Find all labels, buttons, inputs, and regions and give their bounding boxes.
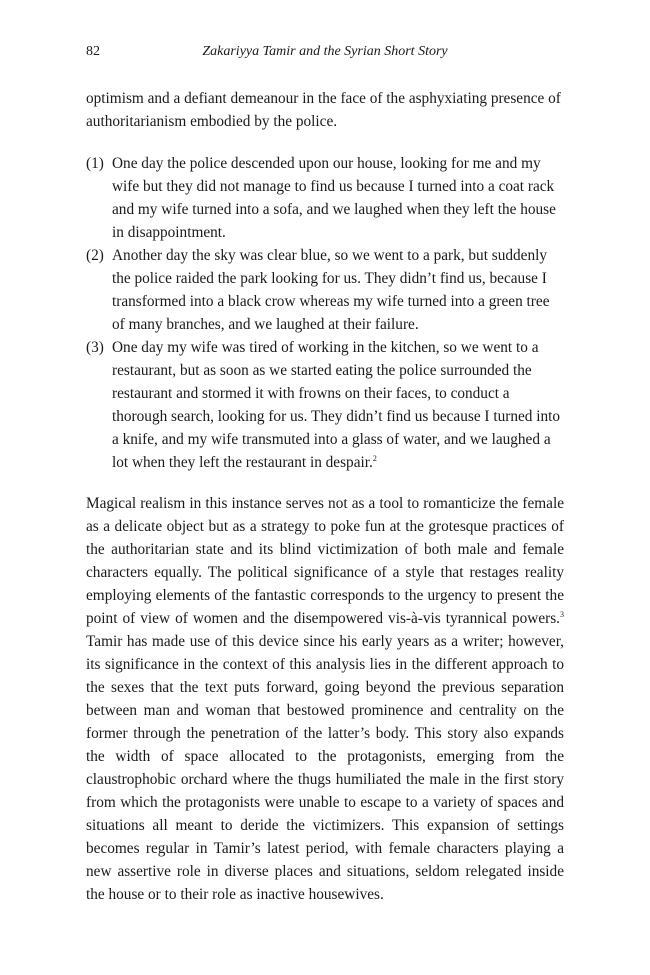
list-item <box>86 244 564 336</box>
list-item-number: (3) <box>86 339 104 356</box>
main-paragraph-part2: Tamir has made use of this device since his early years as a writer; however, its significance in the context of this analysis lies in the different approach to the sexes that the text puts forward, going beyond the previous separation between man and woman that bestowed prominence and centrality on the former through the penetration of the latter’s body. This story also expands the width of space allocated to the protagonists, emerging from the claustrophobic orchard where the thugs humiliated the male in the first story from which the protagonists were unable to escape to a variety of spaces and situations all meant to deride the victimizers. This expansion of settings becomes regular in Tamir’s latest period, with female characters playing a new assertive role in diverse places and situations, seldom relegated inside the house or to their role as inactive housewives. <box>86 633 564 903</box>
intro-paragraph-text: optimism and a defiant demeanour in the face of the asphyxiating presence of authoritarianism embodied by the police. <box>86 90 561 130</box>
list-item-text: One day the police descended upon our house, looking for me and my wife but they did not manage to find us because I turned into a coat rack and my wife turned into a sofa, and we laughed when they left the house in disappointment. <box>112 155 556 241</box>
list-item-text: Another day the sky was clear blue, so we went to a park, but suddenly the police raided the park looking for us. They didn’t find us, because I transformed into a black crow whereas my wife turned into a green tree of many branches, and we laughed at their failure. <box>112 247 550 333</box>
footnote-marker: 2 <box>372 454 377 463</box>
list-item-number: (1) <box>86 155 104 172</box>
numbered-list <box>86 152 564 474</box>
running-title: Zakariyya Tamir and the Syrian Short Story <box>202 44 448 59</box>
intro-paragraph <box>86 87 564 133</box>
list-item-number: (2) <box>86 247 104 264</box>
page-number: 82 <box>86 44 100 59</box>
list-item <box>86 336 564 474</box>
list-item <box>86 152 564 244</box>
page-header <box>86 44 564 64</box>
footnote-marker: 3 <box>560 610 564 619</box>
main-paragraph-part1: Magical realism in this instance serves not as a tool to romanticize the female as a delicate object but as a strategy to poke fun at the grotesque practices of the authoritarian state and its blind victimization of both male and female characters equally. The political significance of a style that restages reality employing elements of the fantastic corresponds to the urgency to present the point of view of women and the disempowered vis-à-vis tyrannical powers. <box>86 495 564 627</box>
main-paragraph <box>86 492 564 906</box>
list-item-text: One day my wife was tired of working in the kitchen, so we went to a restaurant, but as soon as we started eating the police surrounded the restaurant and stormed it with frowns on their faces, to conduct a thorough search, looking for us. They didn’t find us because I turned into a knife, and my wife transmuted into a glass of water, and we laughed a lot when they left the restaurant in despair. <box>112 339 561 471</box>
main-paragraph-text <box>86 492 564 906</box>
